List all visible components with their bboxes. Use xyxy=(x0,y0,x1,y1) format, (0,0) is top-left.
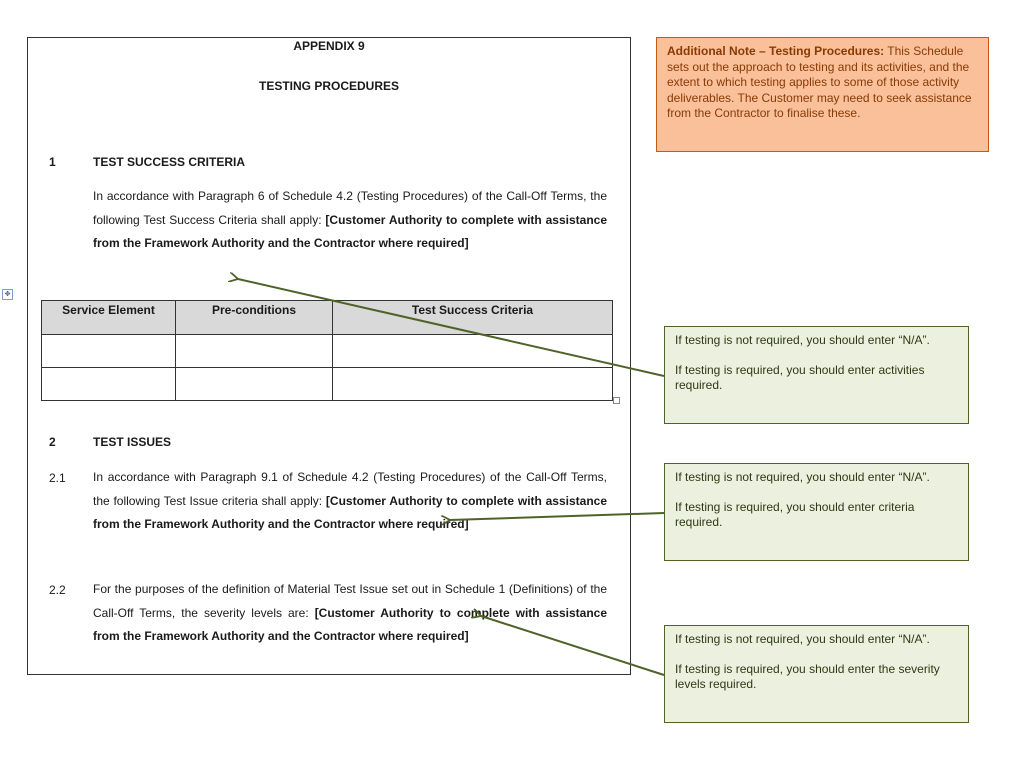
table-move-handle-icon[interactable]: ✥ xyxy=(2,289,13,300)
arrow-to-item-2-2 xyxy=(481,616,664,675)
section-1-number: 1 xyxy=(49,155,56,169)
item-2-2-placeholder: [Customer Authority to complete with assistance from the Framework Authority and the Contractor where required] xyxy=(93,605,608,643)
table-header-pre-conditions: Pre-conditions xyxy=(176,301,333,335)
callout-criteria-line1: If testing is not required, you should enter “N/A”. xyxy=(675,470,930,484)
item-2-2-text: For the purposes of the definition of Material Test Issue set out in Schedule 1 (Definitions) of the Call-Off Terms, the severity levels are: xyxy=(93,582,607,620)
arrow-to-section-1 xyxy=(238,279,664,376)
callout-activities-line1: If testing is not required, you should enter “N/A”. xyxy=(675,333,930,347)
table-header-test-success-criteria: Test Success Criteria xyxy=(333,301,613,335)
item-2-1-number: 2.1 xyxy=(49,471,66,485)
item-2-2-number: 2.2 xyxy=(49,583,66,597)
additional-note-title: Additional Note – Testing Procedures: xyxy=(667,44,885,58)
item-2-1-text: In accordance with Paragraph 9.1 of Schedule 4.2 (Testing Procedures) of the Call-Off Terms, the following Test Issue criteria shall apply: xyxy=(93,470,607,508)
section-1-placeholder: [Customer Authority to complete with assistance from the Framework Authority and the Contractor where required] xyxy=(93,212,607,250)
arrow-to-item-2-1 xyxy=(450,513,664,520)
section-1-text: In accordance with Paragraph 6 of Schedule 4.2 (Testing Procedures) of the Call-Off Terms, the following Test Success Criteria shall apply: xyxy=(93,189,607,227)
item-2-1-placeholder: [Customer Authority to complete with assistance from the Framework Authority and the Contractor where required] xyxy=(93,493,607,531)
callout-severity-line1: If testing is not required, you should enter “N/A”. xyxy=(675,632,930,646)
callout-severity-line2: If testing is required, you should enter the severity levels required. xyxy=(675,662,940,691)
callout-criteria-line2: If testing is required, you should enter criteria required. xyxy=(675,500,915,529)
additional-note-text: This Schedule sets out the approach to testing and its activities, and the extent to which testing applies to some of those activity deliverables. The Customer may need to seek assistance from the Contractor to finalise these. xyxy=(667,44,972,120)
section-2-heading: TEST ISSUES xyxy=(93,435,172,449)
table-header-service-element: Service Element xyxy=(42,301,176,335)
section-2-number: 2 xyxy=(49,435,56,449)
callout-activities-line2: If testing is required, you should enter activities required. xyxy=(675,363,925,392)
section-1-heading: TEST SUCCESS CRITERIA xyxy=(93,155,246,169)
appendix-label: APPENDIX 9 xyxy=(293,39,365,53)
page-title: TESTING PROCEDURES xyxy=(258,79,399,93)
